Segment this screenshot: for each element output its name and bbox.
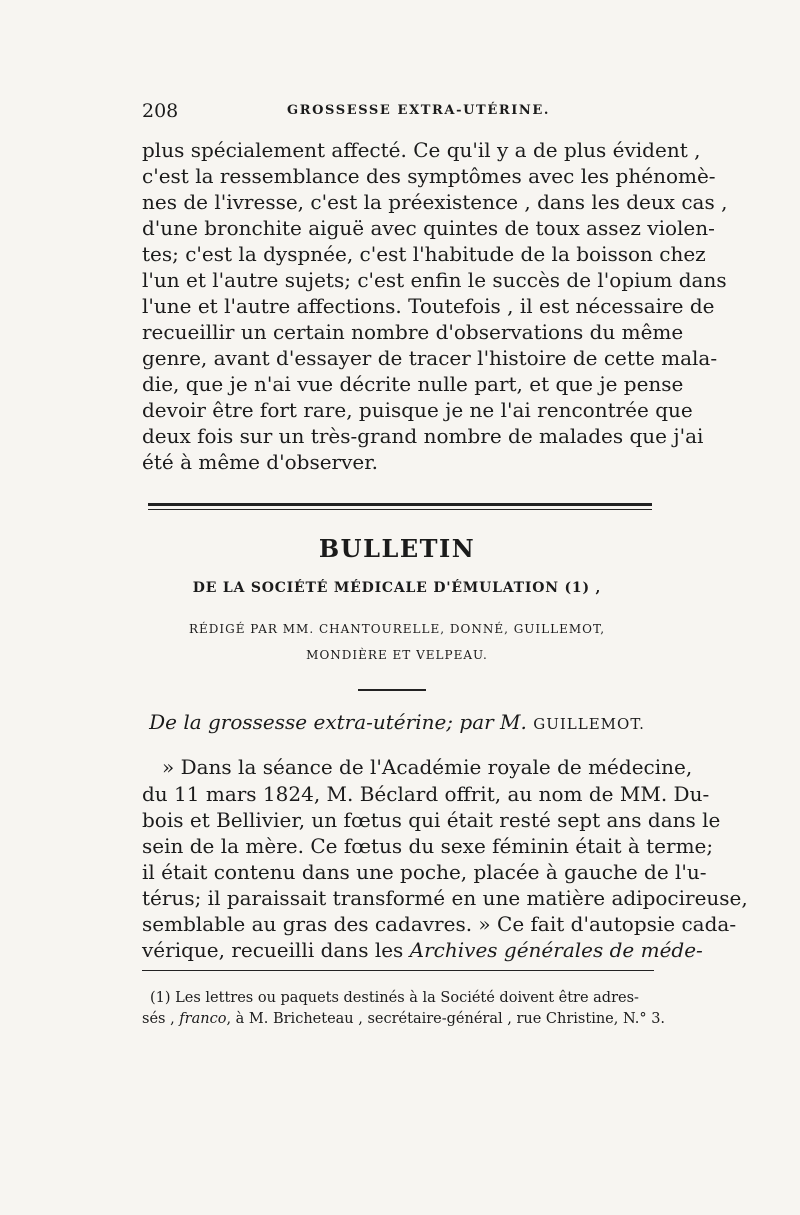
text-line: d'une bronchite aiguë avec quintes de toux assez violen- xyxy=(142,216,715,240)
text-line: bois et Bellivier, un fœtus qui était resté sept ans dans le xyxy=(142,808,721,832)
footnote-line2-end: , à M. Bricheteau , secrétaire-général , rue Christine, N.° 3. xyxy=(226,1011,666,1027)
bulletin-subtitle: DE LA SOCIÉTÉ MÉDICALE D'ÉMULATION (1) , xyxy=(192,580,602,596)
text-line: térus; il paraissait transformé en une matière adipocireuse, xyxy=(142,886,748,910)
text-line: il était contenu dans une poche, placée à gauche de l'u- xyxy=(142,860,707,884)
section-double-rule-top xyxy=(148,503,652,506)
text-line: du 11 mars 1824, M. Béclard offrit, au nom de MM. Du- xyxy=(142,782,710,806)
text-line: plus spécialement affecté. Ce qu'il y a de plus évident , xyxy=(142,138,701,162)
article-heading xyxy=(142,710,652,734)
running-title: GROSSESSE EXTRA-UTÉRINE. xyxy=(287,103,551,118)
text-line: c'est la ressemblance des symptômes avec les phénomè- xyxy=(142,164,716,188)
text-line: genre, avant d'essayer de tracer l'histoire de cette mala- xyxy=(142,346,718,370)
text-line: nes de l'ivresse, c'est la préexistence , dans les deux cas , xyxy=(142,190,728,214)
text-line: devoir être fort rare, puisque je ne l'ai rencontrée que xyxy=(142,398,693,422)
section-double-rule-bottom xyxy=(148,509,652,510)
text-line: recueillir un certain nombre d'observations du même xyxy=(142,320,684,344)
text-line: deux fois sur un très-grand nombre de malades que j'ai xyxy=(142,424,704,448)
footnote-franco: franco xyxy=(179,1011,227,1027)
article-title: De la grossesse extra-utérine; par M. xyxy=(149,710,527,734)
text-line: l'une et l'autre affections. Toutefois , il est nécessaire de xyxy=(142,294,715,318)
short-divider xyxy=(358,689,426,691)
text-line: semblable au gras des cadavres. » Ce fait d'autopsie cada- xyxy=(142,912,737,936)
bulletin-editors-line1: RÉDIGÉ PAR MM. CHANTOURELLE, DONNÉ, GUILLEMOT, xyxy=(188,622,606,636)
footnote-separator xyxy=(142,970,654,971)
text-line-last xyxy=(142,937,703,963)
footnote-line xyxy=(142,1009,666,1029)
text-line: sein de la mère. Ce fœtus du sexe féminin était à terme; xyxy=(142,834,714,858)
footnote-line: (1) Les lettres ou paquets destinés à la Société doivent être adres- xyxy=(150,990,639,1006)
page-number: 208 xyxy=(142,100,179,122)
footnote-line2-start: sés , xyxy=(142,1011,175,1027)
article-author: GUILLEMOT. xyxy=(533,715,645,733)
bulletin-title: BULLETIN xyxy=(318,534,476,563)
journal-title-italic: Archives générales de méde- xyxy=(409,938,703,962)
text-line: » Dans la séance de l'Académie royale de médecine, xyxy=(162,755,693,779)
bulletin-editors-line2: MONDIÈRE ET VELPEAU. xyxy=(306,648,488,662)
page-header xyxy=(142,100,662,124)
last-line-start: vérique, recueilli dans les xyxy=(142,938,404,962)
text-line: l'un et l'autre sujets; c'est enfin le succès de l'opium dans xyxy=(142,268,727,292)
text-line: été à même d'observer. xyxy=(142,450,378,474)
text-line: tes; c'est la dyspnée, c'est l'habitude de la boisson chez xyxy=(142,242,706,266)
text-line: die, que je n'ai vue décrite nulle part, et que je pense xyxy=(142,372,684,396)
